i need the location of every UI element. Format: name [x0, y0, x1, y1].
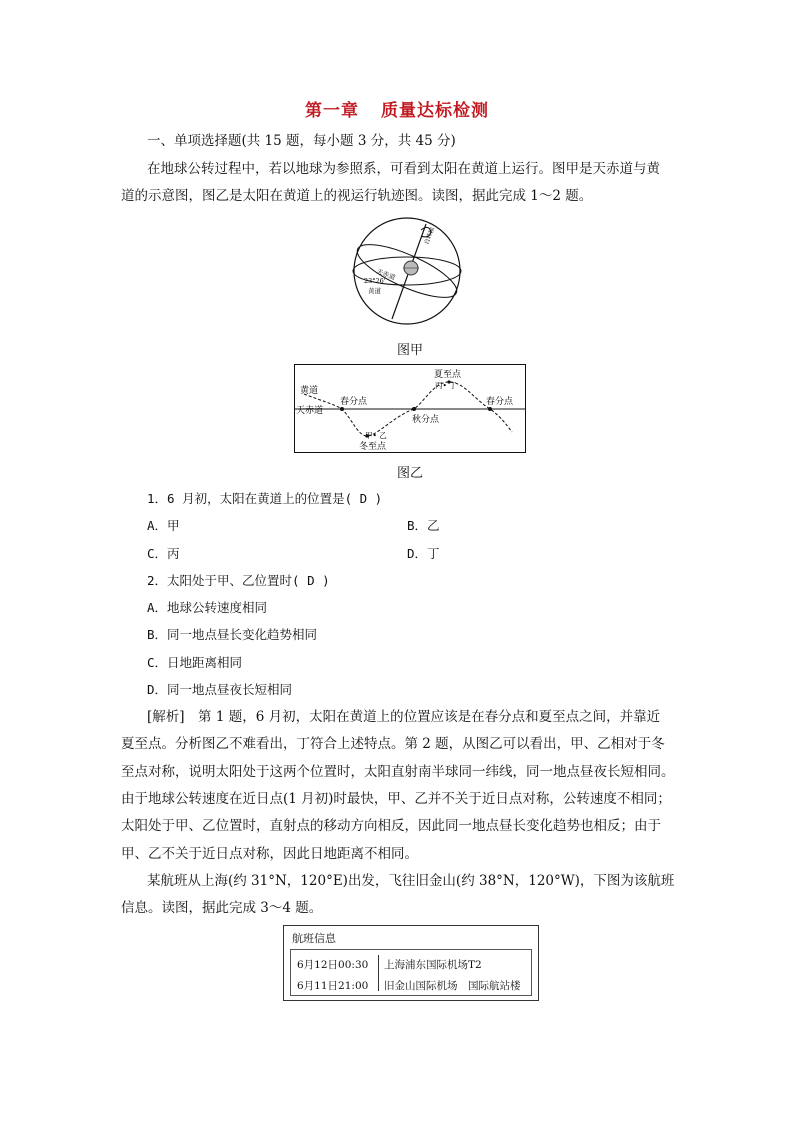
- figure-jia-ecliptic-label: 黄道: [368, 287, 381, 295]
- question-1-stem: 1．6 月初，太阳在黄道上的位置是( D ): [147, 491, 383, 506]
- page-title: [0, 96, 794, 121]
- analysis-line-5: 太阳处于甲、乙位置时，直射点的移动方向相反，因此同一地点昼长变化趋势也相反；由于: [121, 818, 661, 834]
- figure-yi-winter-label: 冬至点: [359, 442, 387, 452]
- figure-jia-axis-label: 自转轴: [423, 226, 437, 246]
- figure-jia-caption: 图甲: [397, 343, 424, 358]
- title-chapter: 第一章: [305, 101, 359, 121]
- figure-yi-autumn-label: 秋分点: [412, 415, 440, 425]
- flight-info-header: 航班信息: [292, 932, 336, 945]
- analysis-line-2: 夏至点。分析图乙不难看出，丁符合上述特点。第 2 题，从图乙可以看出，甲、乙相对于冬: [121, 736, 665, 752]
- figure-jia-angle-label: 23°26': [364, 277, 386, 285]
- figure-yi-bing-ding-label: 丙• 丁: [435, 381, 457, 390]
- figure-jia-equator-label: 天赤道: [375, 267, 397, 282]
- flight-row-1-time: 6月12日00:30: [297, 959, 369, 971]
- section-heading: 一、单项选择题(共 15 题，每小题 3 分，共 45 分): [147, 133, 456, 149]
- analysis-line-3: 至点对称，说明太阳处于这两个位置时，太阳直射南半球同一纬线，同一地点昼夜长短相同。: [121, 764, 675, 780]
- spring-point-1: [340, 407, 344, 411]
- question-2-option-b: B．同一地点昼长变化趋势相同: [147, 627, 318, 642]
- question-1-option-b: B．乙: [407, 518, 440, 533]
- analysis-line-1: [解析] 第 1 题，6 月初，太阳在黄道上的位置应该是在春分点和夏至点之间，并靠近: [147, 709, 661, 725]
- question-1-option-a: A．甲: [147, 518, 180, 533]
- figure-yi-summer-label: 夏至点: [434, 370, 462, 380]
- spring-point-2: [488, 407, 492, 411]
- figure-yi-caption: 图乙: [397, 466, 424, 481]
- figure-jia-diagram: [350, 215, 475, 330]
- flight-row-2-place: 旧金山国际机场 国际航站楼: [384, 980, 521, 992]
- title-subject: 质量达标检测: [381, 101, 489, 121]
- flight-info-table: [290, 949, 532, 996]
- question-2-option-d: D．同一地点昼夜长短相同: [147, 682, 293, 697]
- question-1-option-c: C．丙: [147, 546, 180, 561]
- question-2-option-a: A．地球公转速度相同: [147, 600, 268, 615]
- question-1-option-d: D．丁: [407, 546, 440, 561]
- flight-row-2-time: 6月11日21:00: [297, 980, 369, 992]
- flight-info-divider: [378, 955, 379, 991]
- figure-yi-equator-label: 天赤道: [296, 406, 324, 416]
- question-2-stem: 2．太阳处于甲、乙位置时( D ): [147, 573, 330, 588]
- flight-info-box: [283, 925, 539, 1001]
- flight-row-1-place: 上海浦东国际机场T2: [384, 959, 482, 971]
- figure-yi-jia-yi-label: 甲• 乙: [365, 431, 387, 440]
- question-2-option-c: C．日地距离相同: [147, 655, 243, 670]
- figure-yi-diagram: [294, 364, 526, 453]
- autumn-point: [412, 407, 416, 411]
- intro2-line1: 某航班从上海(约 31°N，120°E)出发，飞往旧金山(约 38°N，120°W)，下图为该航班: [147, 873, 675, 889]
- figure-yi-ecliptic-label: 黄道: [300, 386, 319, 396]
- figure-yi-spring2-label: 春分点: [486, 397, 514, 407]
- analysis-line-4: 由于地球公转速度在近日点(1 月初)时最快，甲、乙并不关于近日点对称，公转速度不相同；: [121, 791, 671, 807]
- figure-yi-spring1-label: 春分点: [340, 397, 368, 407]
- analysis-line-6: 甲、乙不关于近日点对称，因此日地距离不相同。: [121, 846, 418, 862]
- intro1-line1: 在地球公转过程中，若以地球为参照系，可看到太阳在黄道上运行。图甲是天赤道与黄: [147, 161, 660, 177]
- intro2-line2: 信息。读图，据此完成 3～4 题。: [121, 900, 323, 916]
- intro1-line2: 道的示意图，图乙是太阳在黄道上的视运行轨迹图。读图，据此完成 1～2 题。: [121, 188, 593, 204]
